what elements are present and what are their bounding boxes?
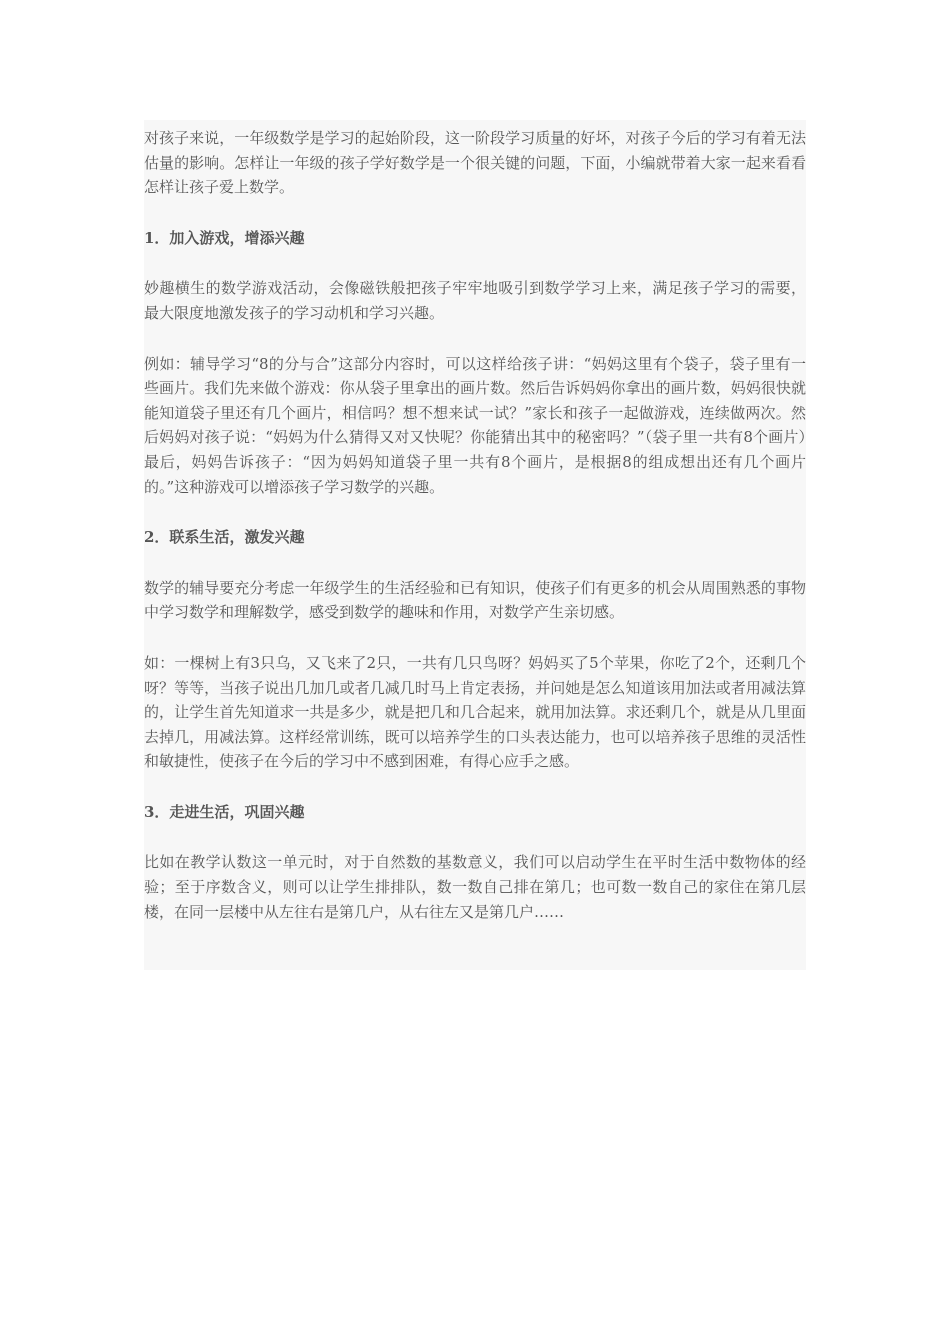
section-3-heading: 3．走进生活，巩固兴趣 <box>144 802 305 821</box>
section-3-paragraph-1: 比如在教学认数这一单元时，对于自然数的基数意义，我们可以启动学生在平时生活中数物体的经验；至于序数含义，则可以让学生排排队，数一数自己排在第几；也可数一数自己的家住在第几层楼，在同一层楼中从左往右是第几户，从右往左又是第几户…… <box>144 853 806 921</box>
section-1-paragraph-1: 妙趣横生的数学游戏活动，会像磁铁般把孩子牢牢地吸引到数学学习上来，满足孩子学习的需要， 最大限度地激发孩子的学习动机和学习兴趣。 <box>144 279 806 322</box>
section-2-paragraph-2: 如：一棵树上有3只乌，又飞来了2只，一共有几只鸟呀？妈妈买了5个苹果，你吃了2个，还剩几个呀？等等，当孩子说出几加几或者几减几时马上肯定表扬，并问她是怎么知道该用加法或者用减法算的，让学生首先知道求一共是多少，就是把几和几合起来，就用加法算。求还剩几个，就是从几里面去掉几，用减法算。这样经常训练，既可以培养学生的口头表达能力，也可以培养孩子思维的灵活性和敏捷性，使孩子在今后的学习中不感到困难，有得心应手之感。 <box>144 653 806 771</box>
section-1-heading: 1．加入游戏，增添兴趣 <box>144 228 305 247</box>
section-2-heading: 2．联系生活，激发兴趣 <box>144 528 305 547</box>
article-body <box>144 120 806 970</box>
section-1-paragraph-2: 例如：辅导学习“8的分与合”这部分内容时，可以这样给孩子讲：“妈妈这里有个袋子，袋子里有一些画片。我们先来做个游戏：你从袋子里拿出的画片数。然后告诉妈妈你拿出的画片数，妈妈很快就能知道袋子里还有几个画片，相信吗？想不想来试一试？”家长和孩子一起做游戏，连续做两次。然后妈妈对孩子说：“妈妈为什么猜得又对又快呢？你能猜出其中的秘密吗？”（袋子里一共有8个画片）最后，妈妈告诉孩子：“因为妈妈知道袋子里一共有8个画片，是根据8的组成想出还有几个画片的。”这种游戏可以增添孩子学习数学的兴趣。 <box>144 354 806 496</box>
intro-paragraph: 对孩子来说，一年级数学是学习的起始阶段，这一阶段学习质量的好坏，对孩子今后的学习有着无法估量的影响。怎样让一年级的孩子学好数学是一个很关键的问题，下面，小编就带着大家一起来看看怎样让孩子爱上数学。 <box>144 129 806 197</box>
section-2-paragraph-1: 数学的辅导要充分考虑一年级学生的生活经验和已有知识，使孩子们有更多的机会从周围熟悉的事物中学习数学和理解数学，感受到数学的趣味和作用，对数学产生亲切感。 <box>144 578 806 622</box>
